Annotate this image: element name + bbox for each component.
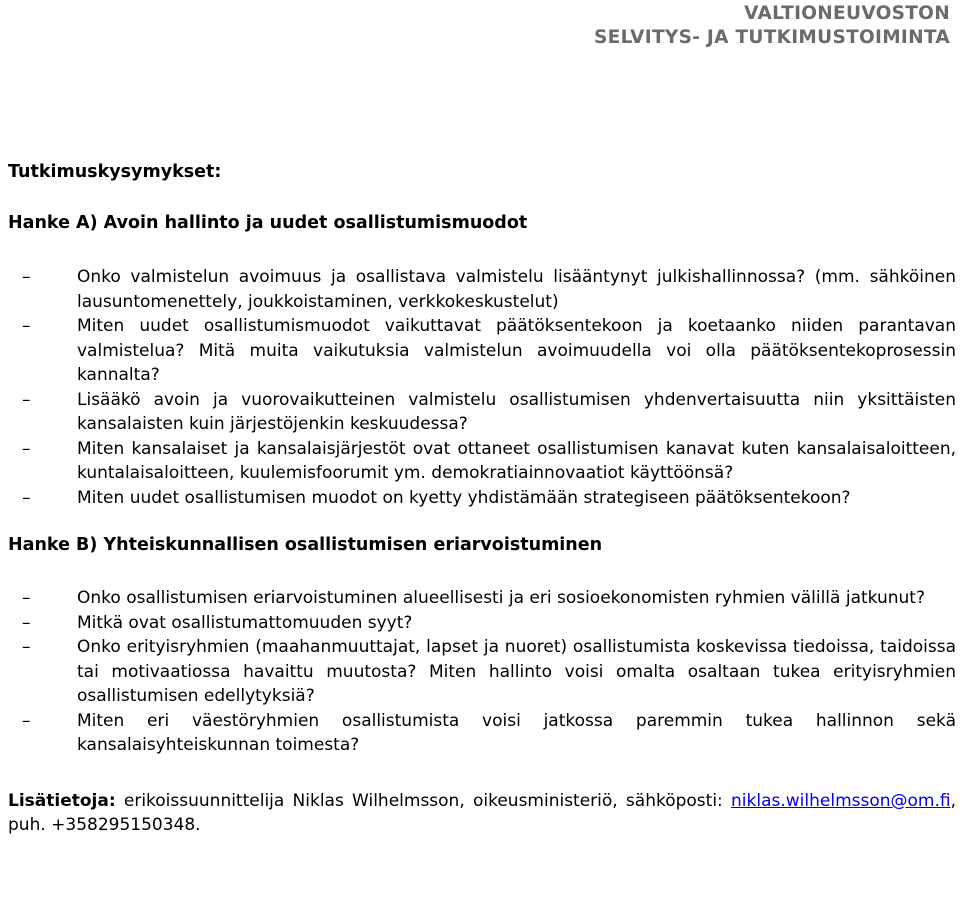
list-item	[8, 586, 956, 611]
dash-bullet: –	[22, 316, 31, 336]
project-a-title: Hanke A) Avoin hallinto ja uudet osallistumismuodot	[8, 213, 528, 233]
list-item	[8, 314, 956, 388]
contact-text: erikoissuunnittelija Niklas Wilhelmsson, oikeusministeriö, sähköposti:	[115, 790, 732, 811]
question-text: Miten uudet osallistumisen muodot on kyetty yhdistämään strategiseen päätöksentekoon?	[77, 487, 851, 508]
dash-bullet: –	[22, 438, 31, 459]
project-a-question-list	[8, 265, 956, 510]
project-b-question-list	[8, 586, 956, 758]
list-item	[8, 437, 956, 486]
dash-bullet: –	[22, 389, 31, 410]
question-text: Onko osallistumisen eriarvoistuminen alueellisesti ja eri sosioekonomisten ryhmien välillä jatkunut?	[77, 588, 925, 608]
dash-bullet: –	[22, 267, 31, 287]
list-item	[8, 635, 956, 709]
dash-bullet: –	[22, 487, 31, 508]
list-item	[8, 265, 956, 314]
question-text: Mitkä ovat osallistumattomuuden syyt?	[77, 612, 413, 633]
project-b-title: Hanke B) Yhteiskunnallisen osallistumisen eriarvoistuminen	[8, 535, 603, 555]
contact-label: Lisätietoja:	[8, 790, 116, 811]
list-item	[8, 486, 956, 511]
email-link[interactable]: niklas.wilhelmsson@om.fi	[731, 790, 951, 811]
phone-text: , puh. +358295150348.	[8, 790, 956, 835]
dash-bullet: –	[22, 710, 31, 731]
question-text: Miten kansalaiset ja kansalaisjärjestöt ovat ottaneet osallistumisen kanavat kuten kansalaisaloitteen, kuntalaisaloitteen, kuulemisfoorumit ym. demokratiainnovaatiot käyttöönsä?	[77, 438, 956, 483]
list-item	[8, 709, 956, 758]
dash-bullet: –	[22, 637, 31, 657]
list-item	[8, 388, 956, 437]
question-text: Miten uudet osallistumismuodot vaikuttavat päätöksentekoon ja koetaanko niiden parantavan valmistelua? Mitä muita vaikutuksia valmistelun avoimuudella voi olla päätöksentekoprosessin kannalta?	[77, 316, 956, 385]
list-item	[8, 611, 956, 636]
dash-bullet: –	[22, 588, 31, 608]
organization-logo	[594, 2, 950, 50]
logo-line-2: SELVITYS- JA TUTKIMUSTOIMINTA	[594, 27, 950, 48]
question-text: Miten eri väestöryhmien osallistumista voisi jatkossa paremmin tukea hallinnon sekä kansalaisyhteiskunnan toimesta?	[77, 710, 956, 755]
page-title: Tutkimuskysymykset:	[8, 162, 222, 182]
question-text: Lisääkö avoin ja vuorovaikutteinen valmistelu osallistumisen yhdenvertaisuutta niin yksittäisten kansalaisten kuin järjestöjenkin keskuudessa?	[77, 389, 956, 434]
dash-bullet: –	[22, 612, 31, 633]
contact-info	[8, 789, 956, 838]
document-body	[8, 160, 956, 838]
logo-line-1: VALTIONEUVOSTON	[744, 3, 950, 24]
question-text: Onko valmistelun avoimuus ja osallistava valmistelu lisääntynyt julkishallinnossa? (mm. sähköinen lausuntomenettely, joukkoistaminen, verkkokeskustelut)	[77, 267, 956, 312]
question-text: Onko erityisryhmien (maahanmuuttajat, lapset ja nuoret) osallistumista koskevissa tiedoissa, taidoissa tai motivaatiossa havaittu muutosta? Miten hallinto voisi omalta osaltaan tukea erityisryhmien osallistumisen edellytyksiä?	[77, 637, 956, 706]
